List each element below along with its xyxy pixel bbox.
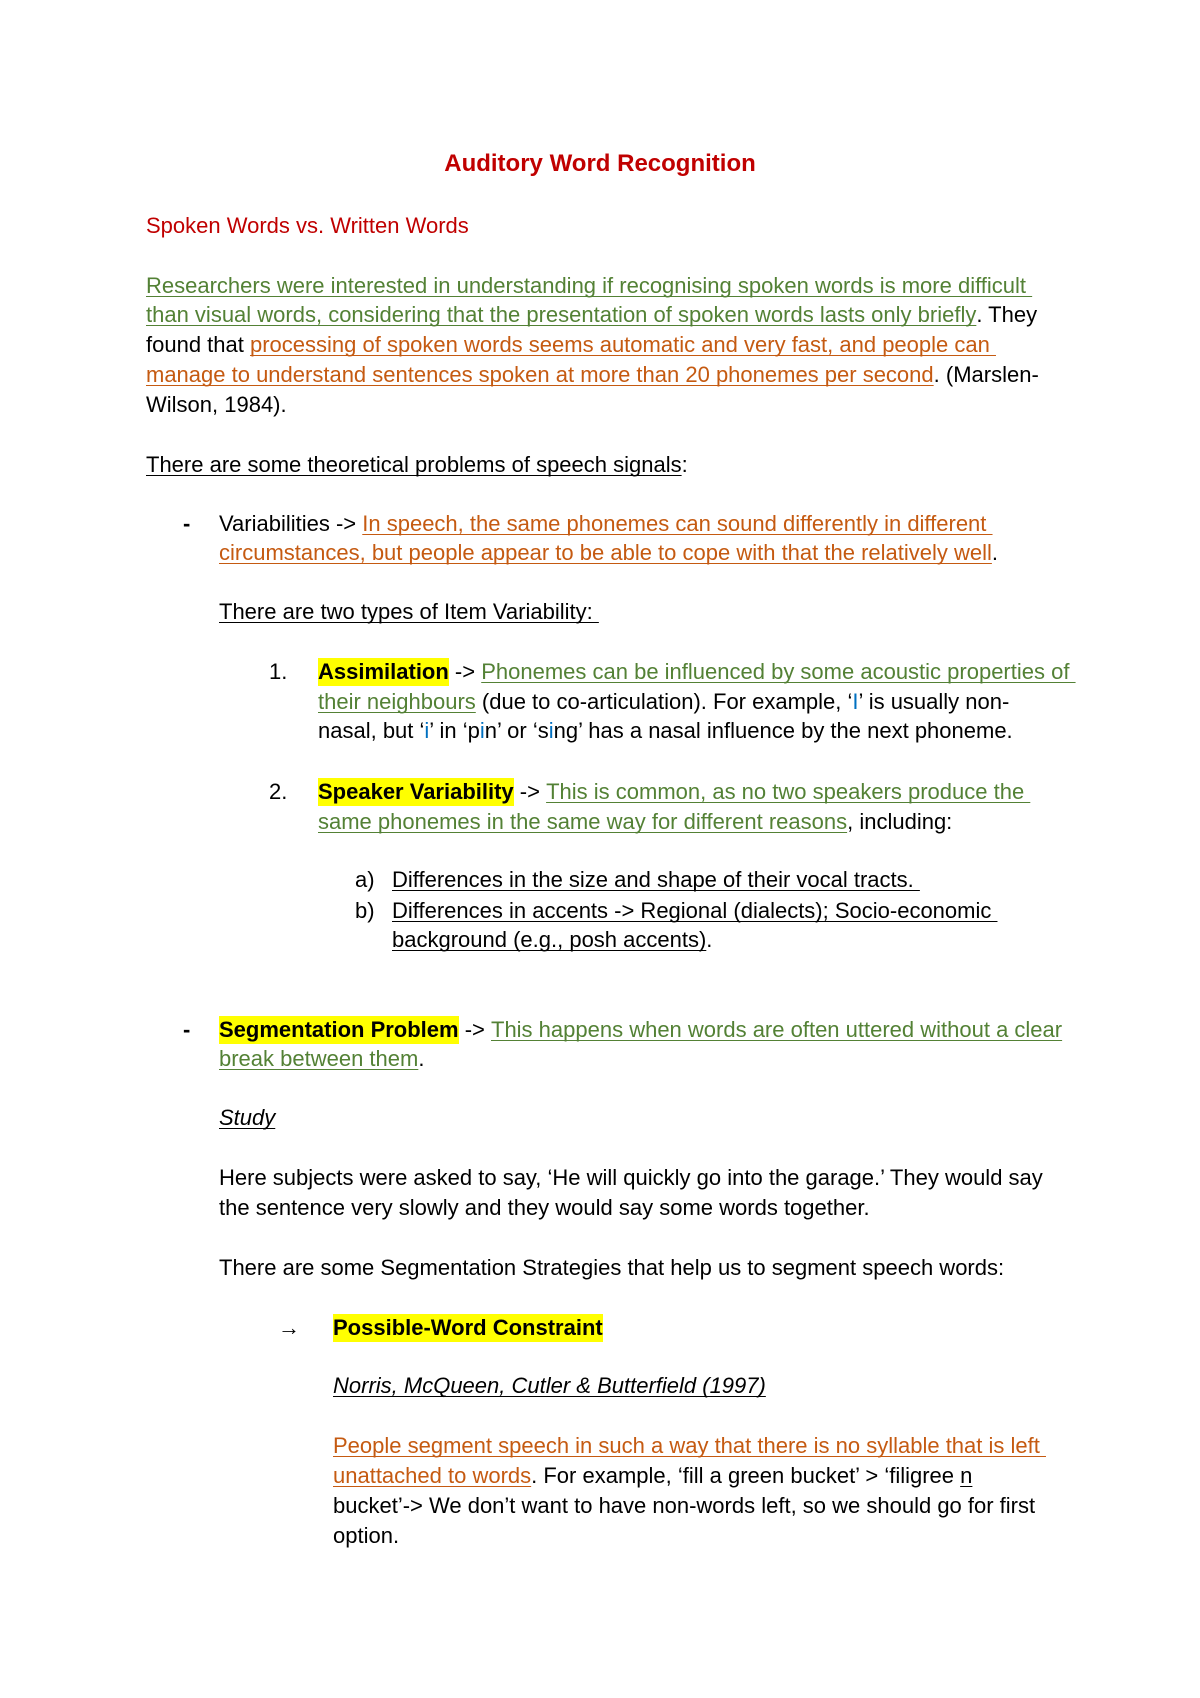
sublist-item-line [392,866,920,894]
body-text: . [418,1046,425,1071]
strategy-name [333,1314,603,1342]
body-text: . [706,927,713,952]
body-text: Variabilities -> [219,511,363,536]
italic-underlined-label: Study [219,1105,276,1130]
body-text: -> [448,659,482,684]
strategy-citation [333,1372,766,1400]
study-line [219,1194,870,1222]
body-text: -> [458,1017,491,1042]
body-text: . They [976,302,1038,327]
intro-line [146,361,1039,389]
list-marker: 2. [269,779,288,804]
study-label [219,1104,275,1132]
list-item-line [318,658,1076,686]
list-marker: 1. [269,659,288,684]
italic-underlined-citation: Norris, McQueen, Cutler & Butterfield (1997) [333,1373,766,1398]
underlined-heading-text: There are some theoretical problems of speech signals [146,452,682,477]
underlined-heading-text: There are two types of Item Variability: [219,599,599,624]
blue-letter: i [479,718,485,743]
body-text: option. [333,1523,400,1548]
bullet-marker: - [183,1017,191,1042]
sublist-marker: a) [355,867,375,892]
list-item-line [318,717,1013,745]
green-underlined-text: same phonemes in the same way for different reasons [318,809,848,834]
underlined-letter: n [960,1463,973,1488]
highlighted-term: Segmentation Problem [219,1017,459,1042]
body-text: n’ or ‘s [484,718,549,743]
orange-underlined-text: unattached to words [333,1463,532,1488]
green-underlined-text: Phonemes can be influenced by some acoustic properties of [481,659,1076,684]
problems-heading [146,451,688,479]
body-text: , including: [847,809,953,834]
bullet-dash [183,1016,190,1044]
sublist-letter [355,897,375,925]
sublist-letter [355,866,375,894]
orange-underlined-text: In speech, the same phonemes can sound differently in different [362,511,993,536]
orange-underlined-text: processing of spoken words seems automatic and very fast, and people can [249,332,996,357]
section-heading-text: Spoken Words vs. Written Words [146,213,469,238]
intro-line [146,272,1032,300]
intro-line [146,391,287,419]
strategy-line [333,1432,1046,1460]
orange-underlined-text: People segment speech in such a way that there is no syllable that is left [333,1433,1046,1458]
list-number [269,778,287,806]
body-text: (due to co-articulation). For example, ‘ [475,689,853,714]
body-text: ’ is usually non- [858,689,1010,714]
bullet-line [219,1016,1062,1044]
citation-text: Wilson, 1984). [146,392,287,417]
sublist-marker: b) [355,898,375,923]
blue-letter: i [424,718,430,743]
strategy-line [333,1522,399,1550]
body-text: found that [146,332,250,357]
body-text: -> [513,779,547,804]
body-text: nasal, but ‘ [318,718,425,743]
highlighted-term: Assimilation [318,659,449,684]
arrow-icon [278,1314,300,1342]
body-text: There are some Segmentation Strategies that help us to segment speech words: [219,1255,1005,1280]
intro-line [146,331,996,359]
list-item-line [318,778,1030,806]
green-underlined-text: than visual words, considering that the presentation of spoken words lasts only briefly [146,302,977,327]
highlighted-term: Possible-Word Constraint [333,1315,603,1340]
bullet-dash [183,510,190,538]
underlined-text: Differences in accents -> Regional (dialects); Socio-economic [392,898,998,923]
green-underlined-text: break between them [219,1046,419,1071]
highlighted-term: Speaker Variability [318,779,514,804]
blue-letter: i [548,718,554,743]
orange-underlined-text: circumstances, but people appear to be able to cope with that the relatively well [219,540,992,565]
body-text: bucket’-> We don’t want to have non-words left, so we should go for first [333,1493,1036,1518]
study-line [219,1164,1043,1192]
bullet-line [219,510,993,538]
strategies-intro [219,1254,1004,1282]
body-text: . [991,540,999,565]
types-heading [219,598,599,626]
list-item-line [318,808,952,836]
bullet-line [219,1045,424,1073]
body-text: . For example, ‘fill a green bucket’ > ‘filigree [531,1463,961,1488]
bullet-line [219,539,998,567]
underlined-text: Differences in the size and shape of their vocal tracts. [392,867,920,892]
intro-line [146,301,1037,329]
green-underlined-text: their neighbours [318,689,476,714]
bullet-marker: - [183,511,191,536]
body-text: . (Marslen- [933,362,1039,387]
section-heading [146,212,469,240]
document-title: Auditory Word Recognition [444,150,756,177]
body-text: : [681,452,688,477]
sublist-item-line [392,897,997,925]
body-text: Here subjects were asked to say, ‘He will quickly go into the garage.’ They would say [219,1165,1043,1190]
body-text: ng’ has a nasal influence by the next phoneme. [553,718,1013,743]
strategy-line [333,1492,1035,1520]
blue-letter: I [852,689,859,714]
body-text: the sentence very slowly and they would say some words together. [219,1195,870,1220]
arrow-bullet: → [278,1315,300,1340]
list-item-line [318,688,1009,716]
strategy-line [333,1462,972,1490]
green-underlined-text: Researchers were interested in understanding if recognising spoken words is more difficult [146,273,1033,298]
orange-underlined-text: manage to understand sentences spoken at more than 20 phonemes per second [146,362,934,387]
green-underlined-text: This is common, as no two speakers produce the [546,779,1031,804]
body-text: ’ in ‘p [429,718,480,743]
green-underlined-text: This happens when words are often uttered without a clear [491,1017,1063,1042]
sublist-item-line [392,926,712,954]
underlined-text: background (e.g., posh accents) [392,927,707,952]
list-number [269,658,287,686]
